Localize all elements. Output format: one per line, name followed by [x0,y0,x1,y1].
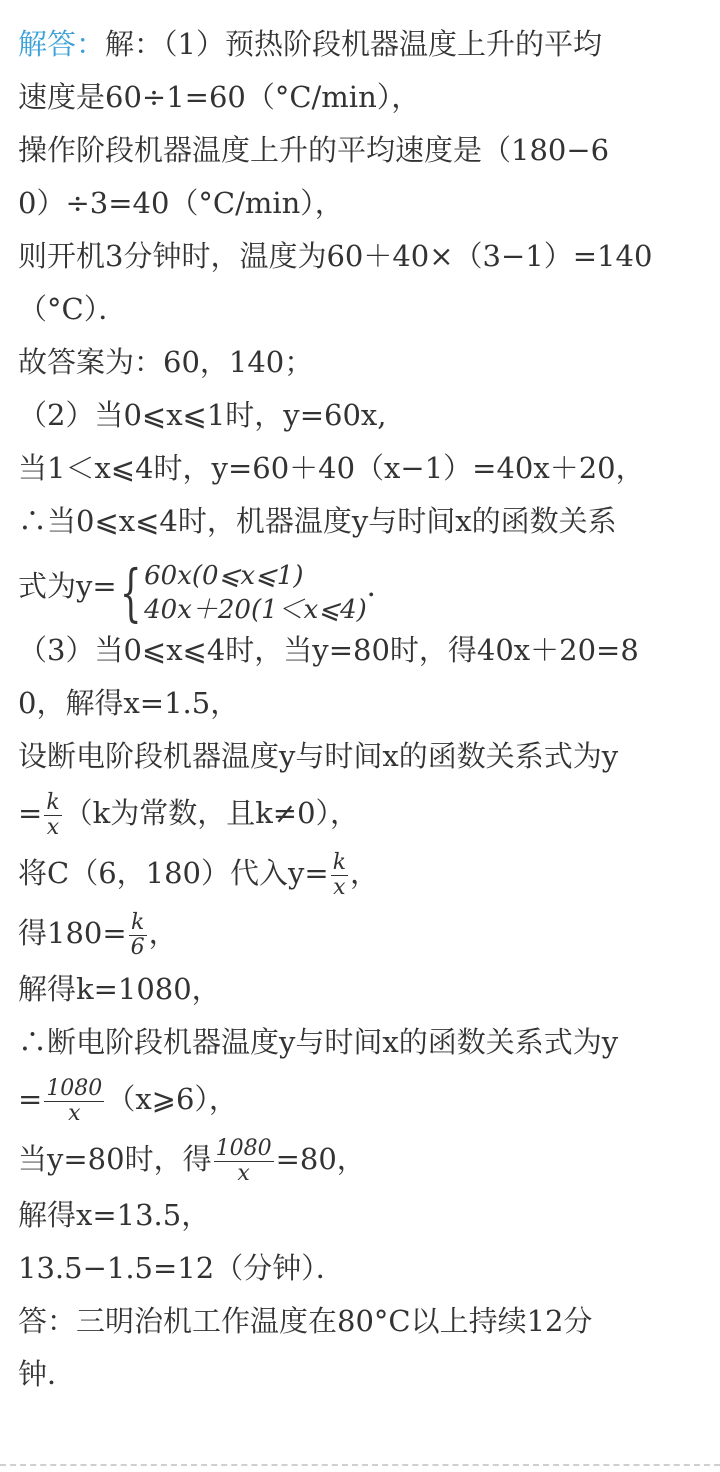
solution-line-answer-end: 钟． [18,1357,77,1391]
left-brace: { [119,556,142,624]
fraction: $\frac{k}{6}$ [130,909,145,960]
solution-line-5: 则开机3分钟时，温度为60＋40×（3−1）=140 [18,239,653,273]
solution-line-duration: 13.5−1.5=12（分钟）． [18,1251,345,1285]
piecewise-case-2: 40x＋20(1＜x⩽4) [144,595,367,624]
fraction-line-1: = $\frac{k}{x}$ （k为常数，且k≠0）， [18,789,360,840]
solution-line-k: 解得k=1080， [18,972,221,1006]
solution-line-answer: 答：三明治机工作温度在80°C以上持续12分 [18,1304,593,1338]
solution-line-3: 操作阶段机器温度上升的平均速度是（180−6 [18,133,610,167]
fraction: $\frac{1080}{x}$ [215,1135,272,1186]
solution-line-therefore: ∴断电阶段机器温度y与时间x的函数关系式为y [18,1025,619,1059]
piecewise-function-line: 式为y={ 60x(0⩽x⩽1) 40x＋20(1＜x⩽4) ． [18,548,704,624]
solution-line-10: ∴当0⩽x⩽4时，机器温度y与时间x的函数关系 [18,504,617,538]
solution-line-1: 解答：解：（1）预热阶段机器温度上升的平均 [18,27,602,61]
fraction: $\frac{k}{x}$ [46,789,60,840]
solution-line-8: （2）当0⩽x⩽1时，y=60x, [18,398,387,432]
solution-line-2: 速度是60÷1=60（°C/min）， [18,80,421,114]
solution-line-12: 0，解得x=1.5， [18,686,240,720]
fraction-line-2: 将C（6，180）代入y= $\frac{k}{x}$ ， [18,849,380,900]
solution-line-9: 当1＜x⩽4时，y=60＋40（x−1）=40x＋20， [18,451,645,485]
solution-line-4: 0）÷3=40（°C/min）， [18,186,344,220]
fraction: $\frac{1080}{x}$ [46,1075,103,1126]
answer-heading: 解答： [18,27,106,61]
solution-line-6: （°C）． [18,292,128,326]
fraction: $\frac{k}{x}$ [332,849,347,900]
solution-line-x: 解得x=13.5， [18,1198,211,1232]
bottom-dashed-divider [0,1464,720,1466]
solution-line-11: （3）当0⩽x⩽4时，当y=80时，得40x＋20=8 [18,633,639,667]
piecewise-case-1: 60x(0⩽x⩽1) [144,561,304,591]
solution-line-13: 设断电阶段机器温度y与时间x的函数关系式为y [18,739,619,773]
fraction-line-4: = $\frac{1080}{x}$ （x⩾6）， [18,1075,238,1126]
solution-line-7: 故答案为：60，140； [18,345,314,379]
fraction-line-5: 当y=80时，得 $\frac{1080}{x}$ =80， [18,1135,366,1186]
fraction-line-3: 得180= $\frac{k}{6}$ ， [18,909,178,960]
piecewise-function [117,553,367,623]
